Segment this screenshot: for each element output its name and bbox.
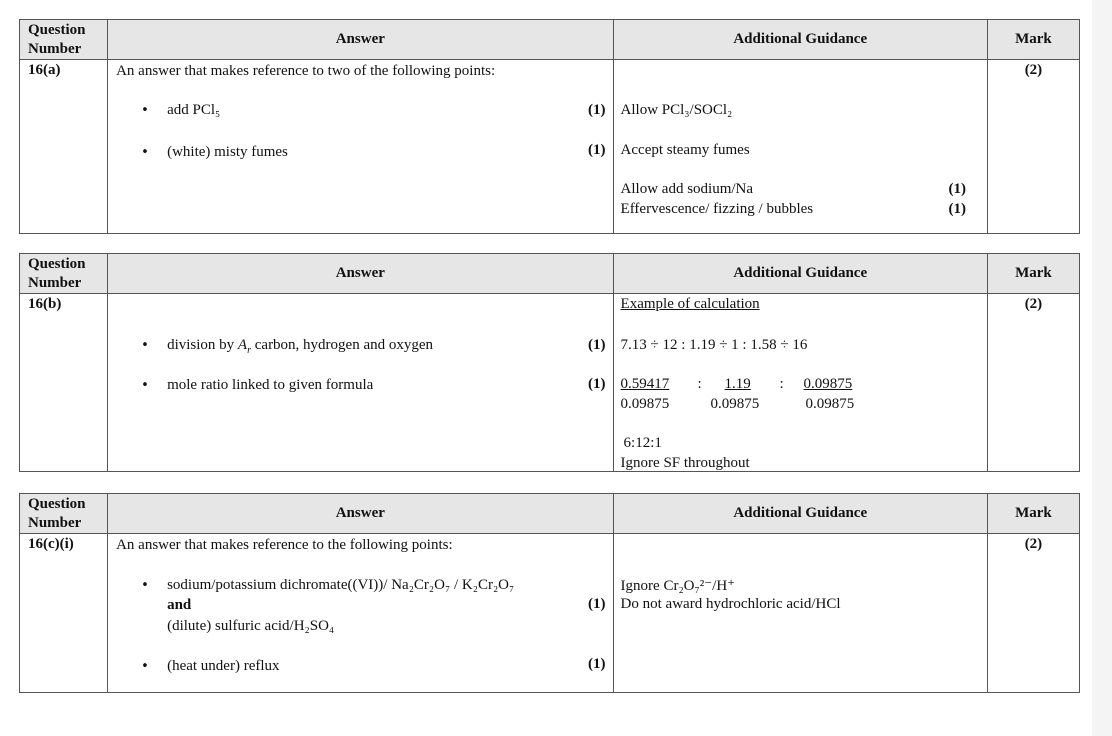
- guidance-mark-3: (1): [948, 181, 967, 197]
- header-mark: Mark: [987, 254, 1079, 294]
- guidance-cell-16b: [613, 294, 987, 472]
- answer-point-1: • add PCl₅: [167, 102, 220, 119]
- fraction-2-denominator: 0.09875: [710, 396, 760, 412]
- page-edge-strip: [1092, 0, 1112, 736]
- answer-point-1-line-3: (dilute) sulfuric acid/H₂SO₄: [167, 618, 335, 634]
- fraction-2-numerator: 1.19: [724, 376, 751, 392]
- guidance-line-2: Do not award hydrochloric acid/HCl: [620, 596, 841, 612]
- header-question-number: Question Number: [20, 494, 108, 534]
- mark-scheme-table-16c: [19, 493, 1080, 693]
- guidance-line-3: Allow add sodium/Na: [620, 181, 754, 197]
- point-mark-2: (1): [588, 142, 606, 158]
- fraction-3-numerator: 0.09875: [803, 376, 853, 392]
- example-heading: Example of calculation: [620, 296, 760, 312]
- answer-cell-16c: [108, 534, 613, 693]
- point-mark-1: (1): [588, 596, 606, 612]
- answer-point-1: • division by $A_r$ carbon, hydrogen and oxygen: [167, 337, 433, 354]
- fraction-3-denominator: 0.09875: [805, 396, 855, 412]
- mark-scheme-table-16b: [19, 253, 1080, 472]
- header-guidance: Additional Guidance: [613, 20, 987, 60]
- calculation-line: 7.13 ÷ 12 : 1.19 ÷ 1 : 1.58 ÷ 16: [620, 337, 808, 353]
- ratio-colon-1: :: [697, 376, 702, 392]
- total-mark-16b: (2): [987, 294, 1079, 472]
- answer-point-2: • (white) misty fumes: [167, 144, 288, 161]
- question-number-16b: 16(b): [20, 294, 108, 472]
- answer-point-2: • (heat under) reflux: [167, 658, 279, 675]
- header-answer: Answer: [108, 20, 613, 60]
- answer-intro: An answer that makes reference to the following points:: [116, 537, 453, 553]
- mark-scheme-table-16a: [19, 19, 1080, 234]
- answer-cell-16b: [108, 294, 613, 472]
- header-answer: Answer: [108, 494, 613, 534]
- total-mark-16c: (2): [987, 534, 1079, 693]
- header-question-number: Question Number: [20, 254, 108, 294]
- guidance-line-1: Allow PCl₃/SOCl₂: [620, 102, 733, 118]
- header-mark: Mark: [987, 494, 1079, 534]
- header-mark: Mark: [987, 20, 1079, 60]
- point-mark-1: (1): [588, 102, 606, 118]
- fraction-1-denominator: 0.09875: [620, 396, 670, 412]
- guidance-line-2: Accept steamy fumes: [620, 142, 750, 158]
- question-number-16a: 16(a): [20, 60, 108, 234]
- guidance-cell-16a: [613, 60, 987, 234]
- fraction-1-numerator: 0.59417: [620, 376, 670, 392]
- answer-point-1-and: and: [167, 597, 192, 613]
- point-mark-2: (1): [588, 656, 606, 672]
- answer-point-1-line-1: • sodium/potassium dichromate((VI))/ Na₂Cr₂O₇ / K₂Cr₂O₇: [167, 577, 514, 594]
- total-mark-16a: (2): [987, 60, 1079, 234]
- ratio-colon-2: :: [779, 376, 784, 392]
- header-question-number: Question Number: [20, 20, 108, 60]
- question-number-16c: 16(c)(i): [20, 534, 108, 693]
- header-guidance: Additional Guidance: [613, 254, 987, 294]
- answer-intro: An answer that makes reference to two of the following points:: [116, 63, 496, 79]
- point-mark-1: (1): [588, 337, 606, 353]
- guidance-cell-16c: [613, 534, 987, 693]
- ignore-sf-note: Ignore SF throughout: [620, 455, 750, 471]
- ratio-result: 6:12:1: [623, 435, 662, 451]
- guidance-line-4: Effervescence/ fizzing / bubbles: [620, 201, 814, 217]
- header-guidance: Additional Guidance: [613, 494, 987, 534]
- point-mark-2: (1): [588, 376, 606, 392]
- answer-point-2: • mole ratio linked to given formula: [167, 377, 373, 394]
- guidance-mark-4: (1): [948, 201, 967, 217]
- answer-cell-16a: [108, 60, 613, 234]
- header-answer: Answer: [108, 254, 613, 294]
- guidance-line-1: Ignore Cr₂O₇²⁻/H⁺: [620, 578, 736, 594]
